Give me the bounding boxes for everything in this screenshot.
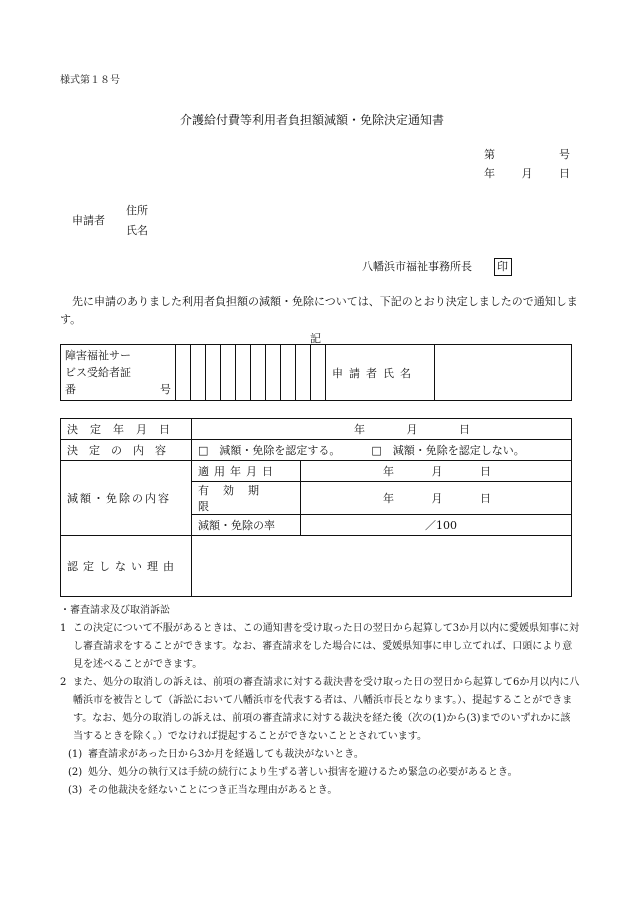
- subitem-num-3: (3): [68, 785, 83, 796]
- subitem-num-2: (2): [68, 767, 83, 778]
- address-label: 住所: [126, 204, 148, 217]
- reject-option[interactable]: □ 減額・免除を認定しない。: [371, 444, 525, 457]
- cert-label-line-2: ビス受給者証: [65, 366, 131, 379]
- subitem-num-1: (1): [68, 749, 83, 760]
- applicant-label: 申請者: [72, 214, 105, 227]
- digit-cell-9[interactable]: [296, 345, 311, 401]
- dai-label: 第: [484, 148, 495, 161]
- seal-box: 印: [494, 258, 512, 276]
- cert-label-ban: 番: [65, 383, 76, 396]
- note-subitem-1: [60, 746, 580, 764]
- document-title: 介護給付費等利用者負担額減額・免除決定通知書: [180, 113, 445, 127]
- validity-label: 有効期限: [192, 482, 301, 515]
- approve-option[interactable]: □ 減額・免除を認定する。: [198, 444, 341, 457]
- apply-month: 月: [431, 465, 443, 478]
- rate-value-text: ／100: [425, 519, 457, 532]
- note-subitem-3: [60, 782, 580, 800]
- validity-month: 月: [431, 492, 443, 505]
- subitem-text-2: 処分、処分の執行又は手続の続行により生ずる著しい損害を避けるため緊急の必要があるとき。: [88, 767, 518, 778]
- cert-label-go: 号: [160, 383, 171, 396]
- notes-heading: ・審査請求及び取消訴訟: [60, 605, 170, 616]
- issuer: [362, 258, 512, 276]
- digit-cell-1[interactable]: [176, 345, 191, 401]
- digit-cell-6[interactable]: [251, 345, 266, 401]
- note-num-2: 2: [60, 677, 67, 688]
- apply-date-ymd: [383, 463, 491, 479]
- go-label: 号: [559, 148, 570, 161]
- subitem-text-3: その他裁決を経ないことにつき正当な理由があるとき。: [88, 785, 338, 796]
- digit-cell-4[interactable]: [221, 345, 236, 401]
- certificate-number-label: [61, 345, 176, 401]
- not-approved-reason-label: 認定しない理由: [61, 536, 192, 597]
- name-label: 氏名: [126, 224, 148, 237]
- not-approved-reason-value[interactable]: [192, 536, 572, 597]
- reduction-content-label: 減額・免除の内容: [61, 461, 192, 536]
- body-text: 先に申請のありました利用者負担額の減額・免除については、下記のとおり決定しましたので通知します。: [60, 295, 578, 326]
- apply-day: 日: [480, 465, 491, 478]
- digit-cell-10[interactable]: [311, 345, 326, 401]
- note-text-2: また、処分の取消しの訴えは、前項の審査請求に対する裁決書を受け取った日の翌日から起算して6か月以内に八幡浜市を被告として（訴訟において八幡浜市を代表する者は、八幡浜市長となります。）、提起することができます。なお、処分の取消しの訴えは、前項の審査請求に対する裁決を経た後（次の(1)から(3)までのいずれかに該当するときを除く。）でなければ提起することができないこととされています。: [73, 677, 580, 742]
- digit-cell-8[interactable]: [281, 345, 296, 401]
- digit-cell-2[interactable]: [191, 345, 206, 401]
- decision-date-label: 決定年月日: [61, 419, 192, 440]
- decision-month: 月: [406, 423, 418, 436]
- certificate-table: [60, 344, 572, 401]
- month-label: 月: [521, 167, 533, 180]
- document-number: [484, 146, 570, 162]
- note-text-1: この決定について不服があるときは、この通知書を受け取った日の翌日から起算して3か月以内に愛媛県知事に対し審査請求をすることができます。なお、審査請求をした場合には、愛媛県知事に申し立てれば、口頭により意見を述べることができます。: [73, 623, 580, 670]
- day-label: 日: [559, 167, 570, 180]
- year-label: 年: [484, 167, 495, 180]
- rate-value[interactable]: [301, 515, 572, 536]
- appeal-notes: [60, 602, 580, 800]
- decision-content-label: 決定の内容: [61, 440, 192, 461]
- note-item-2: [60, 674, 580, 746]
- applicant-name-label: 申請者氏名: [326, 345, 435, 401]
- decision-content-value: [192, 440, 572, 461]
- decision-date-ymd: [354, 421, 470, 437]
- subitem-text-1: 審査請求があった日から3か月を経過しても裁決がないとき。: [88, 749, 364, 760]
- digit-cell-7[interactable]: [266, 345, 281, 401]
- decision-table: [60, 418, 572, 597]
- decision-year: 年: [354, 423, 365, 436]
- digit-cell-5[interactable]: [236, 345, 251, 401]
- note-num-1: 1: [60, 623, 67, 634]
- validity-year: 年: [383, 492, 394, 505]
- digit-cell-3[interactable]: [206, 345, 221, 401]
- ki-label: 記: [310, 332, 321, 345]
- note-subitem-2: [60, 764, 580, 782]
- validity-ymd: [383, 490, 491, 506]
- issuer-name: 八幡浜市福祉事務所長: [362, 260, 472, 273]
- decision-day: 日: [459, 423, 470, 436]
- validity-day: 日: [480, 492, 491, 505]
- form-number: 様式第１８号: [60, 75, 120, 86]
- cert-label-line-3: [65, 381, 171, 398]
- apply-year: 年: [383, 465, 394, 478]
- rate-label: 減額・免除の率: [192, 515, 301, 536]
- applicant-name-field[interactable]: [435, 345, 572, 401]
- document-date: [484, 165, 570, 181]
- apply-date-label: 適用年月日: [192, 461, 301, 482]
- decision-date-value[interactable]: [192, 419, 572, 440]
- note-item-1: [60, 620, 580, 674]
- apply-date-value[interactable]: [301, 461, 572, 482]
- cert-label-line-1: 障害福祉サー: [65, 349, 131, 362]
- validity-value[interactable]: [301, 482, 572, 515]
